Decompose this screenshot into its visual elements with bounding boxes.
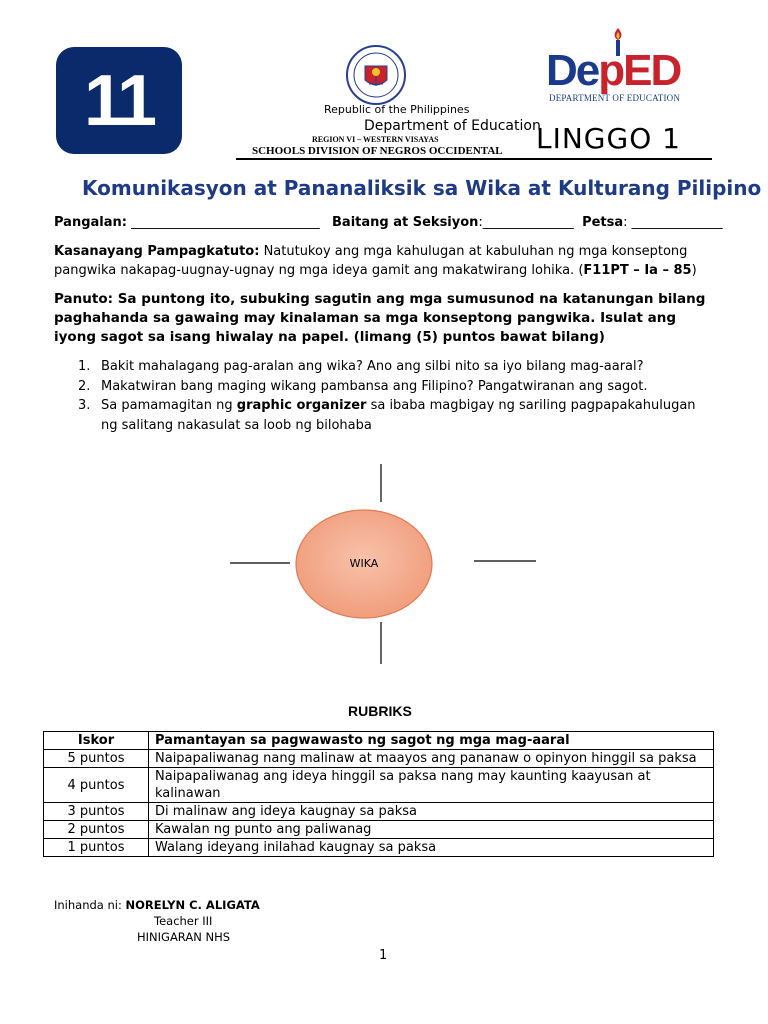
table-row [44, 750, 714, 768]
department-text: Department of Education [364, 118, 541, 134]
date-label: Petsa [582, 215, 624, 230]
question-text-pre: Sa pamamagitan ng [101, 398, 237, 413]
table-row [44, 821, 714, 839]
name-label: Pangalan: [54, 215, 127, 230]
question-text [101, 396, 714, 435]
prepared-by [54, 898, 260, 912]
table-row [44, 803, 714, 821]
competency-label: Kasanayang Pampagkatuto: [54, 244, 260, 259]
competency-code: F11PT – Ia – 85 [583, 263, 692, 278]
score-cell: 3 puntos [44, 803, 149, 821]
table-row [44, 839, 714, 857]
section-blank: :______________ [478, 215, 574, 230]
center-word: WIKA [349, 557, 379, 570]
deped-wordmark: DepED [546, 46, 681, 95]
competency-text: Natutukoy ang mga kahulugan at kabuluhan ng mga konseptong pangwika nakapag-uugnay-ugnay ng mga ideya gamit ang makatwirang lohika. ( [54, 244, 688, 278]
deped-logo-subtext: DEPARTMENT OF EDUCATION [549, 93, 681, 103]
question-number: 3. [78, 398, 91, 413]
division-text: SCHOOLS DIVISION OF NEGROS OCCIDENTAL [252, 145, 503, 157]
date-blank: : ______________ [623, 215, 723, 230]
competency-close: ) [691, 263, 697, 278]
criteria-cell: Naipapaliwanag nang malinaw at maayos ang pananaw o opinyon hinggil sa paksa [149, 750, 714, 768]
question-item [54, 396, 714, 435]
score-cell: 2 puntos [44, 821, 149, 839]
instructions: Panuto: Sa puntong ito, subuking sagutin ang mga sumusunod na katanungan bilang paghahanda sa gawaing may kinalaman sa mga konseptong pangwika. Isulat ang iyong sagot sa isang hiwalay na papel. (limang (5) puntos bawat bilang) [54, 291, 706, 345]
table-header-row [44, 732, 714, 750]
rubric-table [43, 731, 714, 857]
table-row [44, 768, 714, 803]
question-number: 1. [78, 359, 91, 374]
page-title: Komunikasyon at Pananaliksik sa Wika at Kulturang Pilipino [82, 176, 762, 200]
criteria-cell: Kawalan ng punto ang paliwanag [149, 821, 714, 839]
question-list [54, 357, 714, 435]
header-divider [236, 158, 712, 160]
author-role: Teacher III [154, 914, 213, 928]
question-text: Bakit mahalagang pag-aralan ang wika? Ano ang silbi nito sa iyo bilang mag-aaral? [101, 359, 644, 374]
section-label: Baitang at Seksiyon [332, 215, 479, 230]
criteria-header: Pamantayan sa pagwawasto ng sagot ng mga mag-aaral [149, 732, 714, 750]
grade-badge: 11 [56, 47, 182, 154]
score-cell: 1 puntos [44, 839, 149, 857]
rubric-title: RUBRIKS [348, 703, 412, 719]
prepared-label: Inihanda ni: [54, 898, 126, 912]
question-text-bold: graphic organizer [236, 398, 367, 413]
question-number: 2. [78, 378, 91, 394]
score-cell: 4 puntos [44, 768, 149, 803]
graphic-organizer [228, 462, 540, 668]
prepared-name: NORELYN C. ALIGATA [125, 898, 260, 912]
question-item [54, 357, 714, 377]
learning-competency [54, 242, 714, 280]
author-school: HINIGARAN NHS [137, 930, 231, 944]
name-blank: _____________________________ [126, 215, 320, 230]
criteria-cell: Naipapaliwanag ang ideya hinggil sa paksa nang may kaunting kaayusan at kalinawan [149, 768, 714, 803]
deped-logo [546, 28, 696, 108]
deped-seal-icon [345, 44, 407, 106]
page-number: 1 [379, 948, 388, 963]
question-item [54, 377, 714, 397]
week-label: LINGGO 1 [536, 122, 681, 155]
question-text: Makatwiran bang maging wikang pambansa ang Filipino? Pangatwiranan ang sagot. [101, 378, 648, 394]
score-header: Iskor [44, 732, 149, 750]
criteria-cell: Walang ideyang inilahad kaugnay sa paksa [149, 839, 714, 857]
question-text-post: sa ibaba magbigay ng sariling pagpapakahulugan ng salitang nakasulat sa loob ng bilohaba [101, 398, 696, 433]
republic-text: Republic of the Philippines [324, 103, 470, 116]
student-info-fields [54, 215, 723, 230]
region-text: REGION VI – WESTERN VISAYAS [312, 135, 439, 144]
score-cell: 5 puntos [44, 750, 149, 768]
criteria-cell: Di malinaw ang ideya kaugnay sa paksa [149, 803, 714, 821]
